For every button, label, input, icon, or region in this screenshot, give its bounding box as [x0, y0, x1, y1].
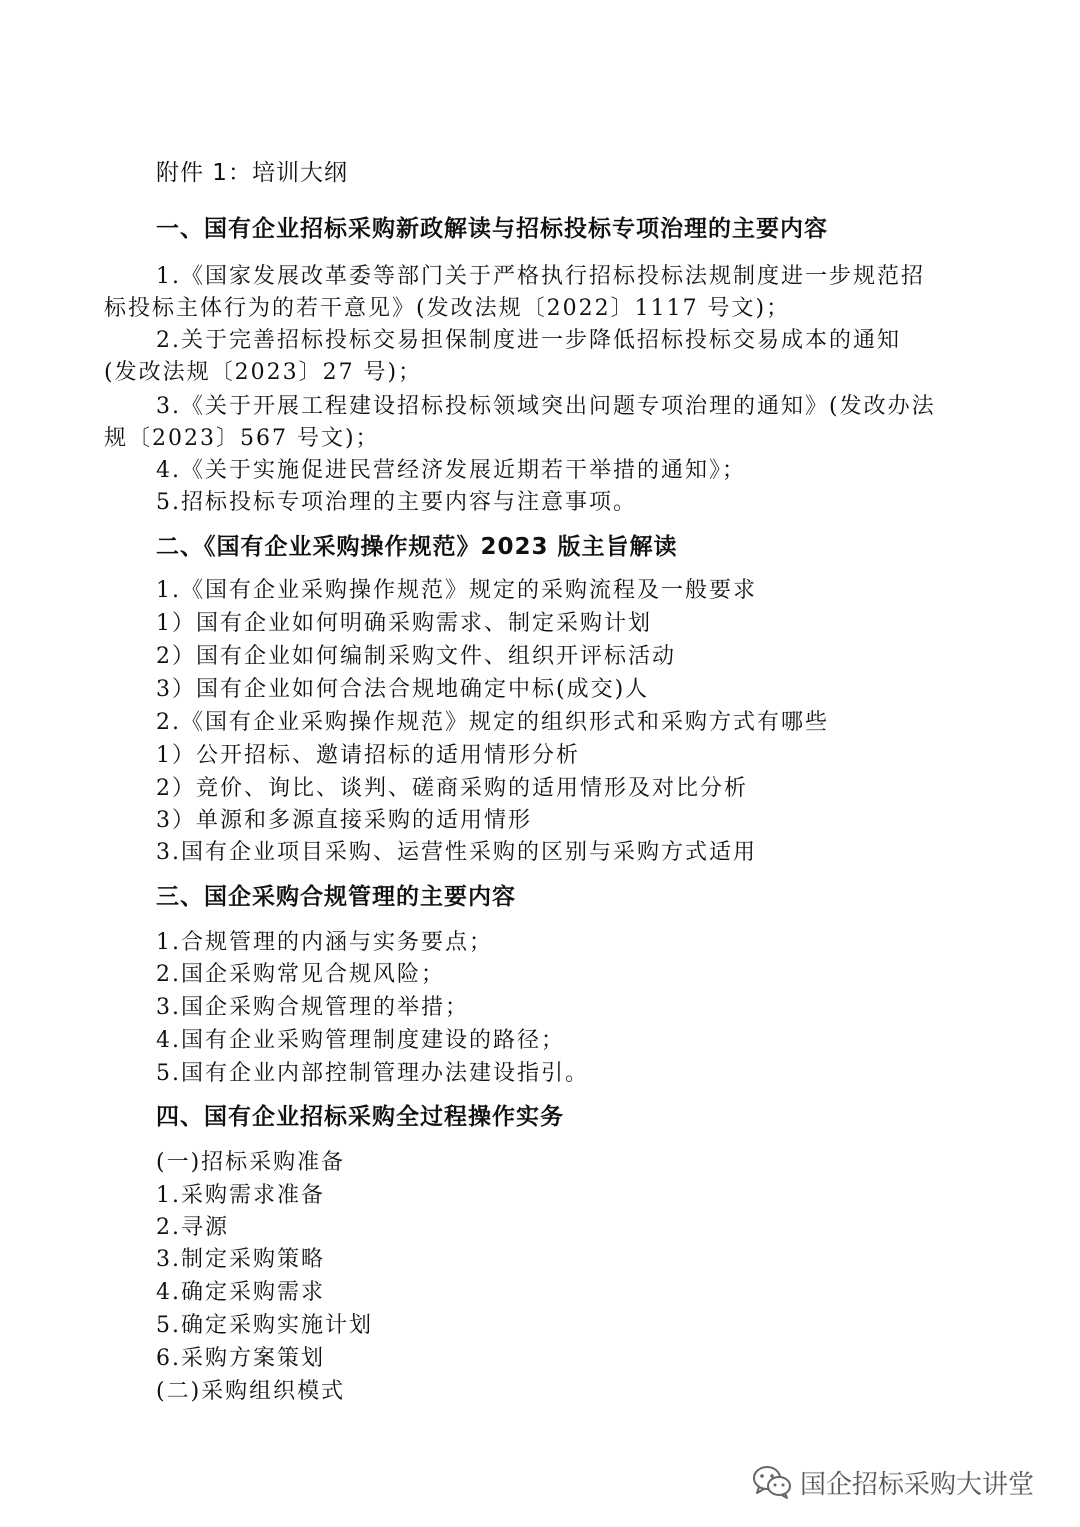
s4-line: (二)采购组织模式 [156, 1379, 346, 1404]
s3-line: 1.合规管理的内涵与实务要点； [156, 930, 493, 955]
s3-line: 3.国企采购合规管理的举措； [156, 995, 469, 1020]
watermark [752, 1462, 1034, 1502]
s1-item-1-line-1: 1.《国家发展改革委等部门关于严格执行招标投标法规制度进一步规范招 [156, 264, 925, 289]
s1-item-2-line-2: (发改法规〔2023〕27 号)； [104, 360, 423, 385]
s2-line: 1.《国有企业采购操作规范》规定的采购流程及一般要求 [156, 578, 757, 603]
s4-line: (一)招标采购准备 [156, 1150, 346, 1175]
section-1-heading: 一、国有企业招标采购新政解读与招标投标专项治理的主要内容 [156, 216, 828, 242]
s2-line: 3）单源和多源直接采购的适用情形 [156, 808, 532, 833]
s2-line: 1）公开招标、邀请招标的适用情形分析 [156, 743, 580, 768]
s2-line: 3.国有企业项目采购、运营性采购的区别与采购方式适用 [156, 840, 757, 865]
s4-line: 1.采购需求准备 [156, 1183, 325, 1208]
section-4-heading: 四、国有企业招标采购全过程操作实务 [156, 1104, 564, 1130]
s1-item-3-line-1: 3.《关于开展工程建设招标投标领域突出问题专项治理的通知》(发改办法 [156, 394, 936, 419]
s1-item-4: 4.《关于实施促进民营经济发展近期若干举措的通知》； [156, 458, 746, 483]
section-2-heading: 二、《国有企业采购操作规范》2023 版主旨解读 [156, 534, 678, 560]
s2-line: 2）竞价、询比、谈判、磋商采购的适用情形及对比分析 [156, 776, 748, 801]
s2-line: 3）国有企业如何合法合规地确定中标(成交)人 [156, 677, 650, 702]
s3-line: 5.国有企业内部控制管理办法建设指引。 [156, 1061, 589, 1086]
s4-line: 4.确定采购需求 [156, 1280, 325, 1305]
s4-line: 3.制定采购策略 [156, 1247, 325, 1272]
attachment-title: 附件 1：培训大纲 [156, 160, 348, 186]
s4-line: 2.寻源 [156, 1215, 229, 1240]
s2-line: 1）国有企业如何明确采购需求、制定采购计划 [156, 611, 652, 636]
s2-line: 2.《国有企业采购操作规范》规定的组织形式和采购方式有哪些 [156, 710, 829, 735]
s2-line: 2）国有企业如何编制采购文件、组织开评标活动 [156, 644, 676, 669]
s1-item-5: 5.招标投标专项治理的主要内容与注意事项。 [156, 490, 637, 515]
s4-line: 6.采购方案策划 [156, 1346, 325, 1371]
s1-item-1-line-2: 标投标主体行为的若干意见》(发改法规〔2022〕1117 号文)； [104, 296, 791, 321]
wechat-icon [752, 1465, 792, 1499]
s1-item-2-line-1: 2.关于完善招标投标交易担保制度进一步降低招标投标交易成本的通知 [156, 328, 901, 353]
s3-line: 4.国有企业采购管理制度建设的路径； [156, 1028, 565, 1053]
s1-item-3-line-2: 规〔2023〕567 号文)； [104, 426, 380, 451]
watermark-text: 国企招标采购大讲堂 [800, 1469, 1035, 1500]
s4-line: 5.确定采购实施计划 [156, 1313, 373, 1338]
s3-line: 2.国企采购常见合规风险； [156, 962, 445, 987]
section-3-heading: 三、国企采购合规管理的主要内容 [156, 884, 516, 910]
